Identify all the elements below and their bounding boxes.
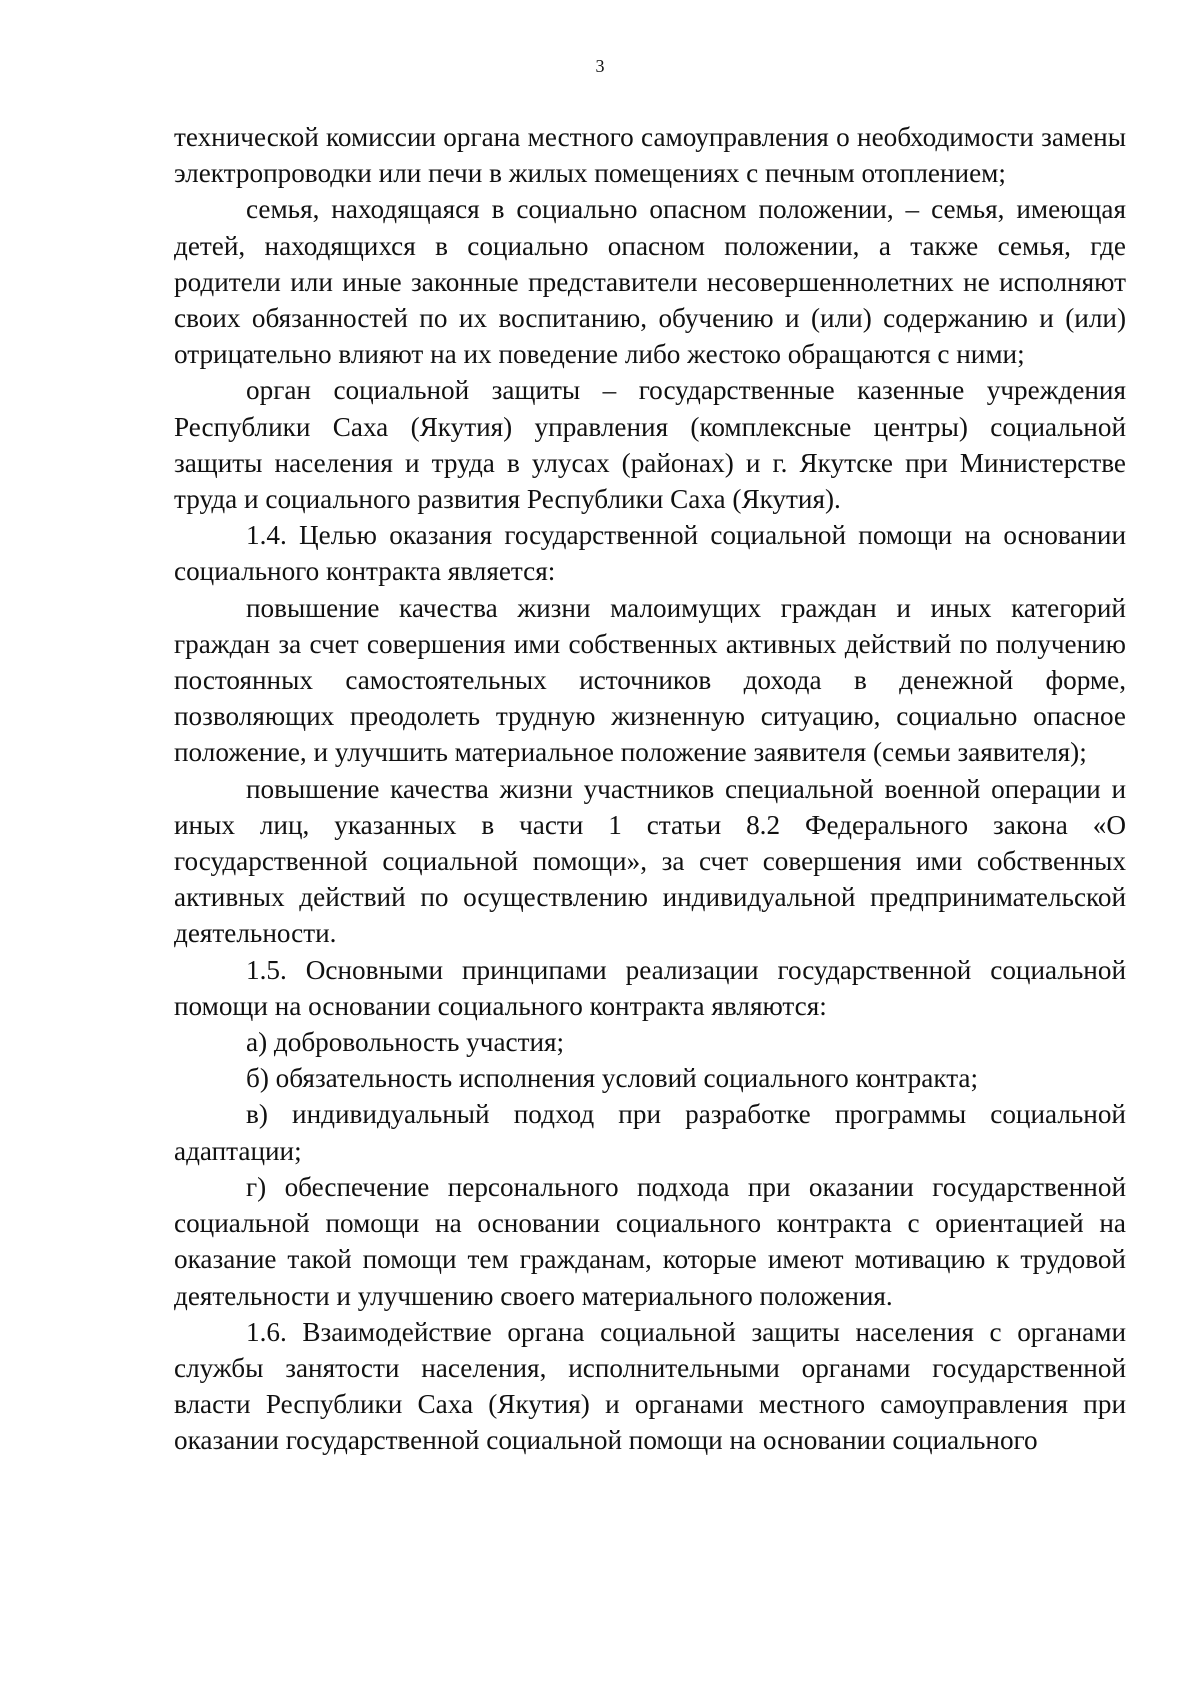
paragraph: технической комиссии органа местного самоуправления о необходимости замены электропроводки или печи в жилых помещениях с печным отоплением; — [174, 122, 1126, 189]
paragraph: 1.6. Взаимодействие органа социальной защиты населения с органами службы занятости населения, исполнительными органами государственной власти Республики Саха (Якутия) и органами местного самоуправления при оказании государственной социальной помощи на основании социального — [174, 1316, 1126, 1456]
paragraph: в) индивидуальный подход при разработке программы социальной адаптации; — [174, 1099, 1126, 1166]
paragraph: орган социальной защиты – государственные казенные учреждения Республики Саха (Якутия) управления (комплексные центры) социальной защиты населения и труда в улусах (районах) и г. Якутске при Министерстве труда и социального развития Республики Саха (Якутия). — [174, 375, 1126, 515]
paragraph: 1.4. Целью оказания государственной социальной помощи на основании социального контракта является: — [174, 520, 1126, 587]
paragraph: а) добровольность участия; — [246, 1027, 565, 1058]
paragraph: б) обязательность исполнения условий социального контракта; — [246, 1063, 979, 1094]
paragraph: семья, находящаяся в социально опасном положении, – семья, имеющая детей, находящихся в социально опасном положении, а также семья, где родители или иные законные представители несовершеннолетних не исполняют своих обязанностей по их воспитанию, обучению и (или) содержанию и (или) отрицательно влияют на их поведение либо жестоко обращаются с ними; — [174, 194, 1126, 370]
paragraph: г) обеспечение персонального подхода при оказании государственной социальной помощи на основании социального контракта с ориентацией на оказание такой помощи тем гражданам, которые имеют мотивацию к трудовой деятельности и улучшению своего материального положения. — [174, 1171, 1126, 1311]
document-body — [174, 119, 1126, 1459]
paragraph: 1.5. Основными принципами реализации государственной социальной помощи на основании социального контракта являются: — [174, 954, 1126, 1021]
page-number: 3 — [595, 56, 605, 76]
paragraph: повышение качества жизни участников специальной военной операции и иных лиц, указанных в части 1 статьи 8.2 Федерального закона «О государственной социальной помощи», за счет совершения ими собственных активных действий по осуществлению индивидуальной предпринимательской деятельности. — [174, 773, 1126, 949]
paragraph: повышение качества жизни малоимущих граждан и иных категорий граждан за счет совершения ими собственных активных действий по получению постоянных самостоятельных источников дохода в денежной форме, позволяющих преодолеть трудную жизненную ситуацию, социально опасное положение, и улучшить материальное положение заявителя (семьи заявителя); — [174, 592, 1126, 768]
